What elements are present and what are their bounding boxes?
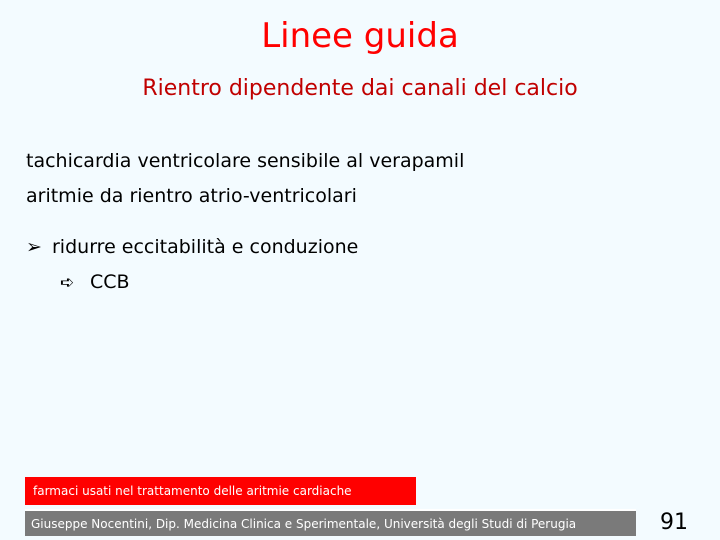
bullet-item [26,234,358,260]
sub-bullet-item [60,269,130,296]
sub-bullet-text: CCB [90,271,130,293]
slide-title: Linee guida [261,16,459,56]
footer-topic: farmaci usati nel trattamento delle aritmie cardiache [25,477,416,505]
footer-author: Giuseppe Nocentini, Dip. Medicina Clinica e Sperimentale, Università degli Studi di Perugia [25,509,636,536]
bullet-text: ridurre eccitabilità e conduzione [52,236,359,258]
body-line-2: aritmie da rientro atrio-ventricolari [26,185,357,207]
hollow-arrow-icon: ➪ [60,273,75,293]
arrow-bullet-icon: ➢ [26,236,42,258]
page-number: 91 [660,510,688,535]
body-line-1: tachicardia ventricolare sensibile al verapamil [26,150,465,172]
slide-subtitle: Rientro dipendente dai canali del calcio [142,76,578,101]
